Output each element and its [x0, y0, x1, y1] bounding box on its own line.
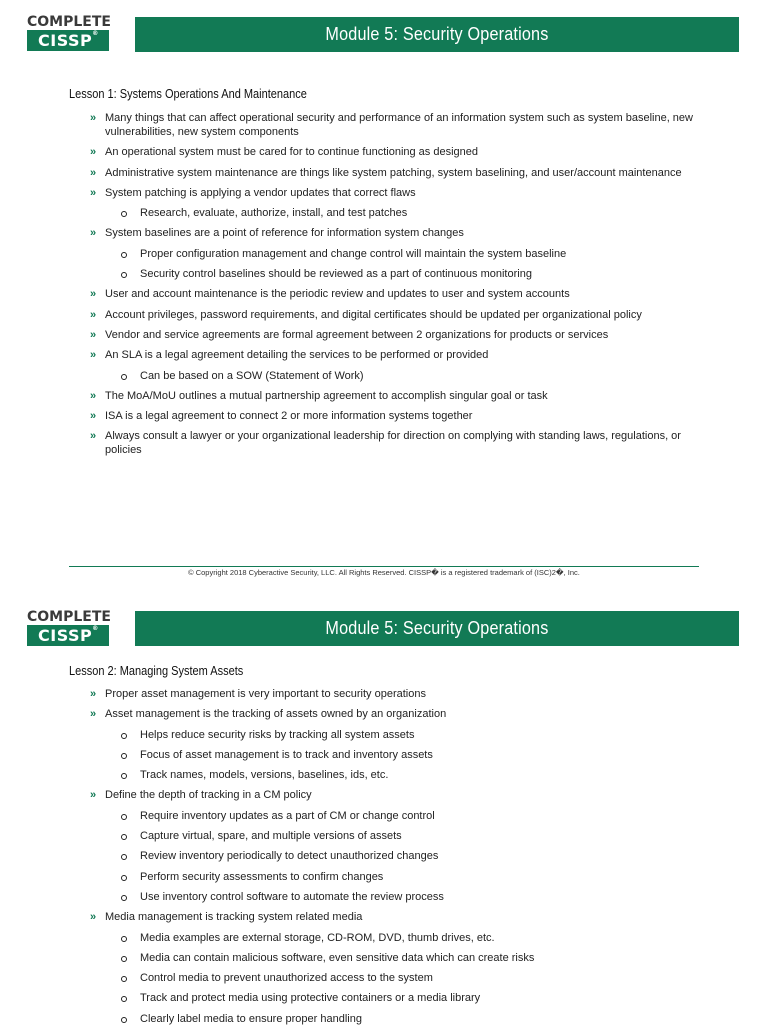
double-chevron-right-icon: » — [90, 789, 97, 802]
hollow-circle-icon — [121, 956, 127, 962]
bullet-text: Track names, models, versions, baselines, ids, etc. — [140, 769, 389, 782]
bullet-text: Helps reduce security risks by tracking all system assets — [140, 728, 415, 741]
bullet-item — [90, 788, 700, 802]
logo-bottom-text: CISSP® — [27, 625, 109, 646]
bullet-text: Media can contain malicious software, even sensitive data which can create risks — [140, 951, 535, 964]
sub-bullet-item — [90, 206, 700, 220]
copyright-footer: © Copyright 2018 Cyberactive Security, LLC. All Rights Reserved. CISSP� is a registered trademark of (ISC)2�, Inc. — [188, 568, 580, 577]
bullet-text: Track and protect media using protective containers or a media library — [140, 992, 481, 1005]
bullet-item — [90, 111, 700, 139]
registered-mark: ® — [92, 625, 99, 632]
hollow-circle-icon — [121, 996, 127, 1002]
bullet-item — [90, 287, 700, 301]
bullet-text: ISA is a legal agreement to connect 2 or more information systems together — [105, 410, 473, 423]
lesson-title: Lesson 1: Systems Operations And Maintenance — [69, 87, 307, 101]
sub-bullet-item — [90, 931, 700, 945]
hollow-circle-icon — [121, 854, 127, 860]
bullet-text: An operational system must be cared for to continue functioning as designed — [105, 146, 479, 159]
module-title: Module 5: Security Operations — [325, 618, 549, 638]
bullet-text: Vendor and service agreements are formal agreement between 2 organizations for products or services — [105, 328, 609, 341]
bullet-text: Account privileges, password requirements, and digital certificates should be updated per organizational policy — [105, 308, 642, 321]
double-chevron-right-icon: » — [90, 186, 97, 199]
sub-bullet-item — [90, 809, 700, 823]
bullet-text: The MoA/MoU outlines a mutual partnership agreement to accomplish singular goal or task — [105, 389, 548, 402]
double-chevron-right-icon: » — [90, 308, 97, 321]
bullet-text: Always consult a lawyer or your organizational leadership for direction on complying with standing laws, regulations, or policies — [105, 430, 681, 457]
bullet-text: Asset management is the tracking of assets owned by an organization — [105, 708, 447, 721]
hollow-circle-icon — [121, 773, 127, 779]
bullet-text: Proper asset management is very important to security operations — [105, 688, 426, 700]
double-chevron-right-icon: » — [90, 688, 97, 700]
bullet-text: Use inventory control software to automate the review process — [140, 890, 444, 903]
bullet-text: Define the depth of tracking in a CM policy — [105, 789, 312, 802]
sub-bullet-item — [90, 768, 700, 782]
double-chevron-right-icon: » — [90, 146, 97, 159]
bullet-item — [90, 389, 700, 403]
bullet-item — [90, 348, 700, 362]
hollow-circle-icon — [121, 875, 127, 881]
double-chevron-right-icon: » — [90, 430, 97, 443]
double-chevron-right-icon: » — [90, 349, 97, 362]
bullet-item — [90, 226, 700, 240]
bullet-text: Media management is tracking system related media — [105, 911, 363, 924]
bullet-text: Media examples are external storage, CD-ROM, DVD, thumb drives, etc. — [140, 931, 495, 944]
logo-top-text: COMPLETE — [27, 14, 111, 30]
registered-mark: ® — [92, 30, 99, 37]
lesson-title: Lesson 2: Managing System Assets — [69, 664, 244, 678]
bullet-item — [90, 328, 700, 342]
bullet-text: Focus of asset management is to track and inventory assets — [140, 748, 433, 761]
sub-bullet-item — [90, 870, 700, 884]
hollow-circle-icon — [121, 374, 127, 380]
sub-bullet-item — [90, 267, 700, 281]
sub-bullet-item — [90, 971, 700, 985]
bullet-item — [90, 166, 700, 180]
hollow-circle-icon — [121, 976, 127, 982]
bullet-text: An SLA is a legal agreement detailing the services to be performed or provided — [105, 349, 489, 362]
bullet-text: Control media to prevent unauthorized access to the system — [140, 972, 433, 985]
bullet-text: Capture virtual, spare, and multiple versions of assets — [140, 830, 402, 843]
bullet-item — [90, 145, 700, 159]
sub-bullet-item — [90, 829, 700, 843]
sub-bullet-item — [90, 369, 700, 383]
bullet-text: Research, evaluate, authorize, install, and test patches — [140, 207, 408, 220]
double-chevron-right-icon: » — [90, 410, 97, 423]
double-chevron-right-icon: » — [90, 288, 97, 301]
double-chevron-right-icon: » — [90, 389, 97, 402]
bullet-text: System baselines are a point of reference for information system changes — [105, 227, 464, 240]
bullet-item — [90, 186, 700, 200]
bullet-item — [90, 409, 700, 423]
bullet-text: Perform security assessments to confirm changes — [140, 870, 384, 883]
sub-bullet-item — [90, 991, 700, 1005]
bullet-text: System patching is applying a vendor updates that correct flaws — [105, 186, 416, 199]
hollow-circle-icon — [121, 252, 127, 258]
lesson-bullet-list — [90, 687, 700, 1026]
sub-bullet-item — [90, 890, 700, 904]
module-banner — [135, 17, 739, 52]
bullet-text: Many things that can affect operational security and performance of an information system such as system baseline, new vulnerabilities, new system components — [105, 112, 693, 138]
lesson-bullet-list — [90, 111, 700, 457]
bullet-text: Can be based on a SOW (Statement of Work) — [140, 369, 364, 382]
sub-bullet-item — [90, 849, 700, 863]
document-page-2 — [0, 596, 768, 1024]
bullet-item — [90, 308, 700, 322]
double-chevron-right-icon: » — [90, 911, 97, 924]
bullet-item — [90, 429, 700, 457]
sub-bullet-item — [90, 247, 700, 261]
double-chevron-right-icon: » — [90, 227, 97, 240]
hollow-circle-icon — [121, 211, 127, 217]
hollow-circle-icon — [121, 895, 127, 901]
hollow-circle-icon — [121, 834, 127, 840]
bullet-text: Clearly label media to ensure proper handling — [140, 1012, 362, 1025]
bullet-item — [90, 910, 700, 924]
hollow-circle-icon — [121, 753, 127, 759]
double-chevron-right-icon: » — [90, 708, 97, 721]
module-title: Module 5: Security Operations — [325, 24, 549, 44]
footer-divider — [69, 566, 699, 567]
module-banner — [135, 611, 739, 646]
bullet-item — [90, 687, 700, 701]
complete-cissp-logo — [27, 610, 109, 646]
bullet-text: Review inventory periodically to detect unauthorized changes — [140, 850, 439, 863]
hollow-circle-icon — [121, 1017, 127, 1023]
double-chevron-right-icon: » — [90, 112, 97, 124]
bullet-text: User and account maintenance is the periodic review and updates to user and system accounts — [105, 288, 570, 301]
logo-top-text: COMPLETE — [27, 609, 111, 625]
sub-bullet-item — [90, 748, 700, 762]
bullet-item — [90, 707, 700, 721]
double-chevron-right-icon: » — [90, 166, 97, 179]
bullet-text: Administrative system maintenance are things like system patching, system baselining, and user/account maintenance — [105, 166, 682, 179]
logo-bottom-text: CISSP® — [27, 30, 109, 51]
bullet-text: Proper configuration management and change control will maintain the system baseline — [140, 247, 567, 260]
sub-bullet-item — [90, 951, 700, 965]
hollow-circle-icon — [121, 814, 127, 820]
hollow-circle-icon — [121, 733, 127, 739]
double-chevron-right-icon: » — [90, 328, 97, 341]
hollow-circle-icon — [121, 272, 127, 278]
complete-cissp-logo — [27, 15, 109, 51]
hollow-circle-icon — [121, 936, 127, 942]
bullet-text: Require inventory updates as a part of CM or change control — [140, 809, 435, 822]
sub-bullet-item — [90, 728, 700, 742]
bullet-text: Security control baselines should be reviewed as a part of continuous monitoring — [140, 268, 532, 281]
